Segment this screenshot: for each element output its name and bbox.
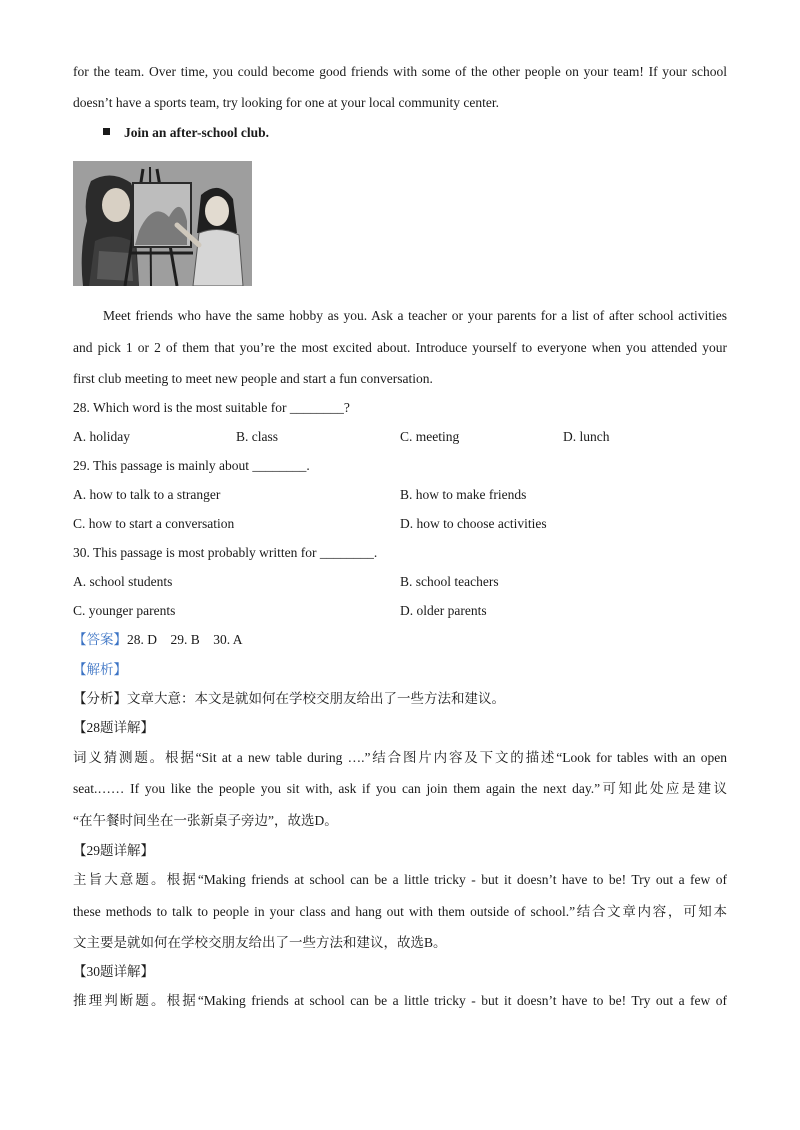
q29-explanation: these methods to talk to people in your class and hang out with them outside of school.”结合文章内容，可知本 xyxy=(73,904,727,919)
painting-girls-illustration xyxy=(73,161,252,286)
q29-title: 【29题详解】 xyxy=(73,843,154,858)
option: A. holiday xyxy=(73,429,130,444)
option: A. how to talk to a stranger xyxy=(73,487,221,502)
option: D. how to choose activities xyxy=(400,516,547,531)
option: D. older parents xyxy=(400,603,487,618)
option: A. school students xyxy=(73,574,173,589)
question-stem: 28. Which word is the most suitable for ________? xyxy=(73,400,350,415)
option: C. younger parents xyxy=(73,603,176,618)
answer-text: 28. D 29. B 30. A xyxy=(127,632,243,647)
heading-text: Join an after-school club. xyxy=(124,125,269,140)
answer-line xyxy=(73,631,243,649)
q28-title: 【28题详解】 xyxy=(73,720,154,735)
question-stem: 30. This passage is most probably written for ________. xyxy=(73,545,378,560)
paragraph-line: Meet friends who have the same hobby as you. Ask a teacher or your parents for a list of after school activities xyxy=(103,308,727,323)
option: D. lunch xyxy=(563,429,610,444)
option: B. how to make friends xyxy=(400,487,527,502)
paragraph-line: and pick 1 or 2 of them that you’re the most excited about. Introduce yourself to everyone when you attended your xyxy=(73,340,727,355)
answer-tag: 【答案】 xyxy=(73,632,127,647)
paragraph-line: first club meeting to meet new people and start a fun conversation. xyxy=(73,371,433,386)
q30-title: 【30题详解】 xyxy=(73,964,154,979)
passage-line: doesn’t have a sports team, try looking for one at your local community center. xyxy=(73,95,500,110)
question-stem: 29. This passage is mainly about ________. xyxy=(73,458,310,473)
option: B. class xyxy=(236,429,278,444)
q28-explanation: 词义猜测题。根据“Sit at a new table during ….”结合图片内容及下文的描述“Look for tables with an open xyxy=(73,750,727,765)
analysis-summary: 【分析】文章大意：本文是就如何在学校交朋友给出了一些方法和建议。 xyxy=(73,691,505,706)
q28-explanation: seat.…… If you like the people you sit with, ask if you can join them again the next day.”可知此处应是建议 xyxy=(73,781,727,796)
square-bullet-icon xyxy=(103,128,110,135)
option: C. how to start a conversation xyxy=(73,516,235,531)
q29-explanation: 主旨大意题。根据“Making friends at school can be a little tricky - but it doesn’t have to be! Try out a few of xyxy=(73,872,727,887)
analysis-tag: 【解析】 xyxy=(73,662,127,677)
passage-line: for the team. Over time, you could become good friends with some of the other people on your team! If your school xyxy=(73,64,727,79)
option: B. school teachers xyxy=(400,574,499,589)
q30-explanation: 推理判断题。根据“Making friends at school can be a little tricky - but it doesn’t have to be! Try out a few of xyxy=(73,993,727,1008)
option: C. meeting xyxy=(400,429,460,444)
section-heading xyxy=(103,124,269,142)
q29-explanation: 文主要是就如何在学校交朋友给出了一些方法和建议，故选B。 xyxy=(73,935,447,950)
q28-explanation: “在午餐时间坐在一张新桌子旁边”，故选D。 xyxy=(73,813,338,828)
